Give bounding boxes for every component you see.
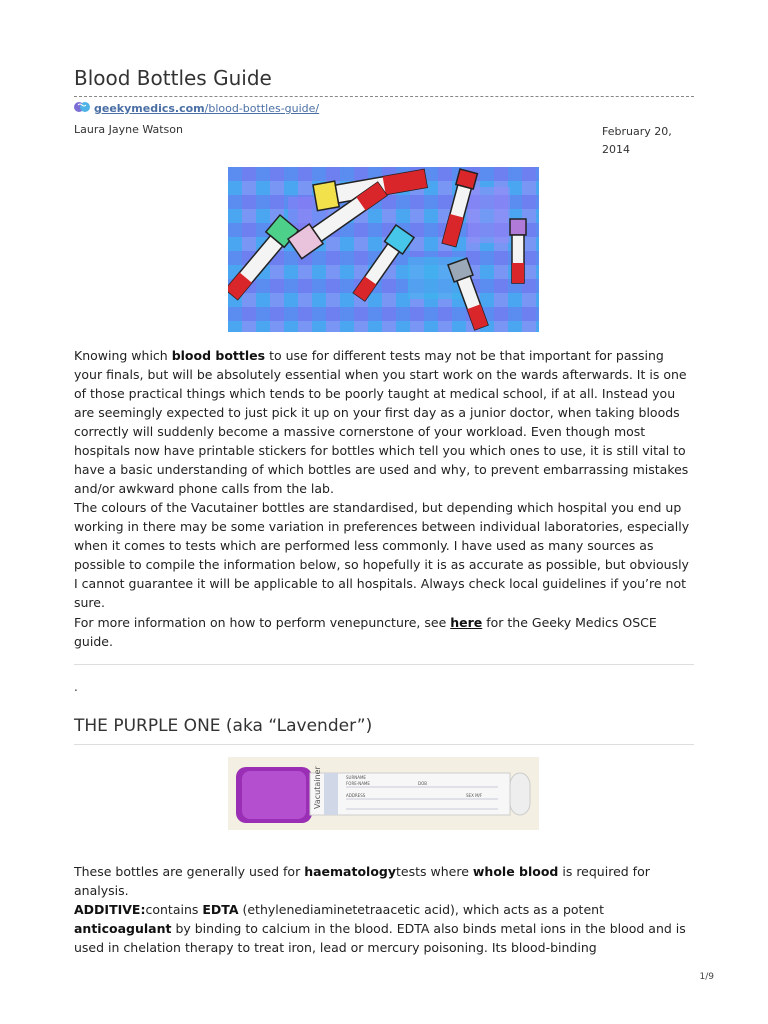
label-address: ADDRESS [346,793,366,798]
hero-image [228,167,539,332]
publish-date: February 20, 2014 [602,125,672,156]
section-divider [74,664,694,665]
here-link[interactable]: here [450,615,483,630]
separator-dot: . [74,680,78,694]
label-dob: DOB [418,781,427,786]
purple-paragraph-1: These bottles are generally used for haematologytests where whole blood is required for analysis. [74,864,650,898]
intro-paragraph-2: The colours of the Vacutainer bottles are standardised, but depending which hospital you end up working in there may be some variation in preferences between individual laboratories, especially when it comes to tests which are performed less commonly. I have used as many sources as possible to compile the information below, so hopefully it is as accurate as possible, but obviously I cannot guarantee it will be applicable to all hospitals. Always check local guidelines if you’re not sure. [74,500,690,610]
purple-paragraph-2: ADDITIVE:contains EDTA (ethylenediaminetetraacetic acid), which acts as a potent anticoagulant by binding to calcium in the blood. EDTA also binds metal ions in the blood and is used in chelation therapy to treat iron, lead or mercury poisoning. Its blood-binding [74,902,686,955]
intro-paragraph-1: Knowing which blood bottles to use for different tests may not be that important for passing your finals, but will be absolutely essential when you start work on the wards afterwards. It is one of those practical things which tends to be poorly taught at medical school, if at all. Instead you are seemingly expected to just pick it up on your first day as a junior doctor, when taking bloods correctly will suddenly become a massive cornerstone of your workload. Even though most hospitals now have printable stickers for bottles which tell you which ones to use, it is still vital to have a basic understanding of which bottles are used and why, to prevent embarrassing mistakes and/or awkward phone calls from the lab. [74,348,689,496]
page-title: Blood Bottles Guide [74,66,272,90]
source-domain[interactable]: geekymedics.com [94,102,205,115]
author-name: Laura Jayne Watson [74,123,183,136]
tube-brand: Vacutainer [313,766,322,809]
brain-logo-icon [74,101,90,116]
source-link[interactable] [74,101,319,116]
page-number: 1/9 [699,972,714,982]
intro-paragraph-3: For more information on how to perform venepuncture, see here for the Geeky Medics OSCE guide. [74,615,657,649]
title-divider [74,96,694,97]
tube-purple [510,219,526,283]
section-heading-purple: THE PURPLE ONE (aka “Lavender”) [74,716,373,736]
label-sex: SEX M/F [466,793,483,798]
purple-tube-image [228,757,539,830]
source-path[interactable]: /blood-bottles-guide/ [204,102,320,115]
label-surname: SURNAME [346,775,366,780]
bold-blood-bottles: blood bottles [171,348,266,363]
heading-divider [74,744,694,745]
label-forename: FORE-NAME [346,781,370,786]
